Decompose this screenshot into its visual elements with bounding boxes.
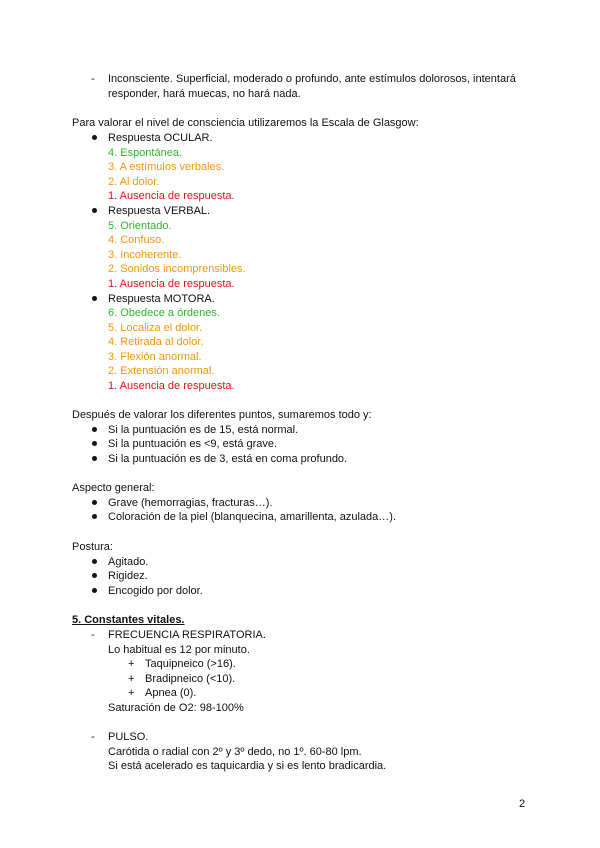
- list-item: Agitado.: [108, 556, 149, 568]
- list-item: Si la puntuación es de 15, está normal.: [108, 424, 299, 436]
- list-dash: -: [91, 731, 95, 743]
- list-item: 1. Ausencia de respuesta.: [108, 190, 235, 202]
- plus-icon: +: [128, 673, 135, 685]
- list-dash: -: [91, 629, 95, 641]
- bullet-icon: [92, 500, 97, 505]
- list-item: 5. Orientado.: [108, 220, 172, 232]
- paragraph-line: Inconsciente. Superficial, moderado o profundo, ante estímulos dolorosos, intentará: [108, 73, 516, 85]
- list-item: 3. Flexión anormal.: [108, 351, 202, 363]
- list-item: 2. Al dolor.: [108, 176, 160, 188]
- postura-label: Postura:: [72, 541, 113, 553]
- bullet-icon: [92, 441, 97, 446]
- bullet-icon: [92, 135, 97, 140]
- page-number: 2: [519, 798, 526, 810]
- saturacion: Saturación de O2: 98-100%: [108, 702, 244, 714]
- motora-label: Respuesta MOTORA.: [108, 293, 215, 305]
- bullet-icon: [92, 296, 97, 301]
- list-item: 4. Retirada al dolor.: [108, 336, 204, 348]
- list-item: Si la puntuación es de 3, está en coma profundo.: [108, 453, 348, 465]
- fr-label: FRECUENCIA RESPIRATORIA.: [108, 629, 266, 641]
- ocular-label: Respuesta OCULAR.: [108, 132, 213, 144]
- list-item: Bradipneico (<10).: [145, 673, 236, 685]
- pulso-label: PULSO.: [108, 731, 149, 743]
- list-item: Apnea (0).: [145, 687, 197, 699]
- paragraph-line: responder, hará muecas, no hará nada.: [108, 88, 301, 100]
- bullet-icon: [92, 208, 97, 213]
- list-item: 4. Confuso.: [108, 234, 165, 246]
- list-item: Si la puntuación es <9, está grave.: [108, 438, 278, 450]
- section-heading: 5. Constantes vitales.: [72, 614, 185, 626]
- glasgow-intro: Para valorar el nivel de consciencia utilizaremos la Escala de Glasgow:: [72, 117, 419, 129]
- bullet-icon: [92, 559, 97, 564]
- list-item: 4. Espontánea.: [108, 147, 183, 159]
- list-item: 5. Localiza el dolor.: [108, 322, 203, 334]
- aspecto-label: Aspecto general:: [72, 482, 155, 494]
- list-item: Rigidez.: [108, 570, 148, 582]
- bullet-icon: [92, 514, 97, 519]
- fr-habitual: Lo habitual es 12 por minuto.: [108, 644, 250, 656]
- list-item: 1. Ausencia de respuesta.: [108, 380, 235, 392]
- list-item: 2. Sonidos incomprensibles.: [108, 263, 246, 275]
- bullet-icon: [92, 588, 97, 593]
- plus-icon: +: [128, 687, 135, 699]
- plus-icon: +: [128, 658, 135, 670]
- list-item: 1. Ausencia de respuesta.: [108, 278, 235, 290]
- list-item: Grave (hemorragias, fracturas…).: [108, 497, 273, 509]
- bullet-icon: [92, 456, 97, 461]
- scoring-intro: Después de valorar los diferentes puntos, sumaremos todo y:: [72, 409, 372, 421]
- bullet-icon: [92, 573, 97, 578]
- paragraph-line: Si está acelerado es taquicardia y si es lento bradicardia.: [108, 760, 387, 772]
- list-item: 3. Incoherente.: [108, 249, 182, 261]
- list-item: Encogido por dolor.: [108, 585, 203, 597]
- paragraph-line: Carótida o radial con 2º y 3º dedo, no 1º. 60-80 lpm.: [108, 746, 362, 758]
- list-item: Coloración de la piel (blanquecina, amarillenta, azulada…).: [108, 511, 396, 523]
- list-item: 6. Obedece a órdenes.: [108, 307, 220, 319]
- list-item: 2. Extensión anormal.: [108, 365, 215, 377]
- list-dash: -: [91, 73, 95, 85]
- bullet-icon: [92, 427, 97, 432]
- list-item: 3. A estímulos verbales.: [108, 161, 225, 173]
- list-item: Taquipneico (>16).: [145, 658, 236, 670]
- verbal-label: Respuesta VERBAL.: [108, 205, 211, 217]
